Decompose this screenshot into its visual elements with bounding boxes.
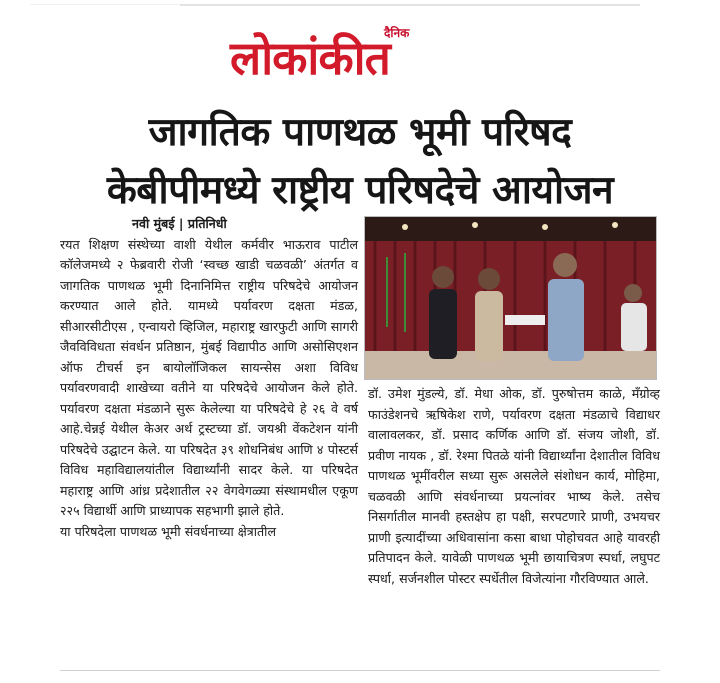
article-text-right: डॉ. उमेश मुंडल्ये, डॉ. मेधा ओक, डॉ. पुरुषोत्तम काळे, मॅंग्रोव्ह फाउंडेशनचे ऋषिकेश राणे, पर्यावरण दक्षता मंडळाचे विद्याधर वालावलकर, डॉ. प्रसाद कर्णिक आणि डॉ. संजय जोशी, डॉ. प्रवीण नायक , डॉ. रेश्मा पितळे यांनी विद्यार्थ्यांना देशातील विविध पाणथळ भूमींवरील सध्या सुरू असलेले संशोधन कार्य, मोहिमा, चळवळी आणि संवर्धनाच्या प्रयत्नांवर भाष्य केले. तसेच निसर्गातील मानवी हस्तक्षेप हा पक्षी, सरपटणारे प्राणी, उभयचर प्राणी इत्यादींच्या अधिवासांना कसा बाधा पोहोचवत आहे यावरही प्रतिपादन केले. यावेळी पाणथळ भूमी छायाचित्रण स्पर्धा, लघुपट स्पर्धा, सर्जनशील पोस्टर स्पर्धेतील विजेत्यांना गौरविण्यात आले. — [368, 386, 660, 586]
headline-line-2: केबीपीमध्ये राष्ट्रीय परिषदेचे आयोजन — [106, 168, 614, 213]
masthead-prefix: दैनिक — [384, 26, 410, 40]
newspaper-name: लोकांकीत — [230, 31, 390, 85]
article-left-column — [60, 214, 358, 542]
bottom-rule — [60, 670, 660, 671]
byline: नवी मुंबई | प्रतिनिधी — [132, 216, 227, 231]
masthead — [200, 24, 520, 86]
event-photo-icon — [365, 217, 657, 380]
top-rule — [180, 4, 640, 6]
event-photo — [364, 216, 657, 380]
top-border — [30, 4, 180, 5]
article-right-column — [368, 384, 660, 589]
headline-line-1: जागतिक पाणथळ भूमी परिषद — [148, 110, 572, 155]
article-text-left-last: या परिषदेला पाणथळ भूमी संवर्धनाच्या क्षेत्रातील — [60, 523, 276, 539]
article-text-left: रयत शिक्षण संस्थेच्या वाशी येथील कर्मवीर भाऊराव पाटील कॉलेजमध्ये २ फेब्रवारी रोजी ‘स्वच्छ खाडी चळवळी’ अंतर्गत व जागतिक पाणथळ भूमी दिनानिमित्त राष्ट्रीय परिषदेचे आयोजन करण्यात आले होते. यामध्ये पर्यावरण दक्षता मंडळ, सीआरसीटीएस , एन्वायरो व्हिजिल, महाराष्ट्र खारफुटी आणि सागरी जैवविविधता संवर्धन प्रतिष्ठान, मुंबई विद्यापीठ आणि असोसिएशन ऑफ टीचर्स इन बायोलॉजिकल सायन्सेस अशा विविध पर्यावरणवादी शाखेच्या वतीने या परिषदेचे आयोजन केले होते. पर्यावरण दक्षता मंडळाने सुरू केलेल्या या परिषदेचे हे २६ वे वर्ष आहे.चेन्नई येथील केअर अर्थ ट्रस्टच्या डॉ. जयश्री वेंकटेशन यांनी परिषदेचे उद्घाटन केले. या परिषदेत ३९ शोधनिबंध आणि ४ पोस्टर्स विविध महाविद्यालयांतील विद्यार्थ्यांनी सादर केले. या परिषदेत महाराष्ट्र आणि आंध्र प्रदेशातील २२ वेगवेगळ्या संस्थामधील एकूण २२५ विद्यार्थी आणि प्राध्यापक सहभागी झाले होते. — [60, 236, 358, 518]
